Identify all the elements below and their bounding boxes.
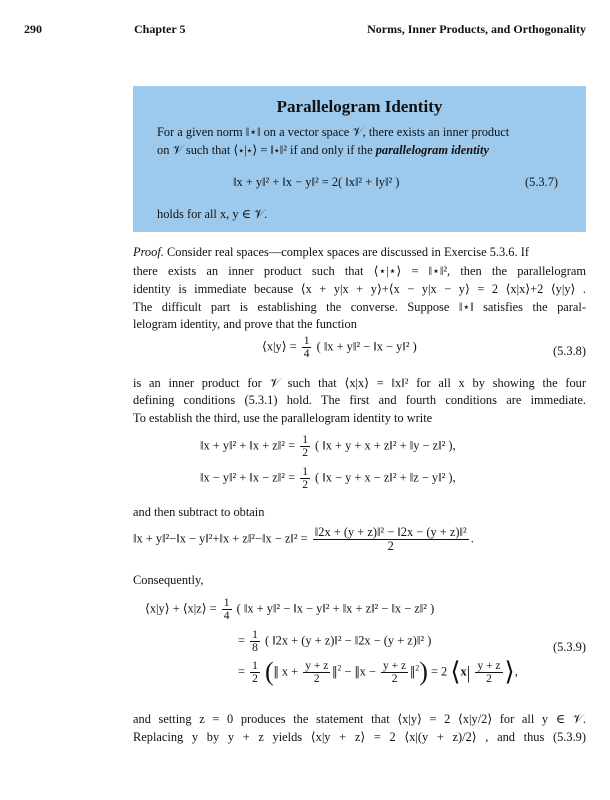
- eqc-lhs: ‖x + y‖²−‖x − y‖²+‖x + z‖²−‖x − z‖² =: [133, 531, 308, 546]
- eqf-fraction-half: [250, 660, 260, 685]
- proof-line-8: To establish the third, use the parallelogram identity to write: [133, 411, 433, 425]
- big-paren-open: (: [264, 657, 274, 687]
- norm-open-2: ‖: [354, 662, 360, 683]
- equation-f: = $\frac{1}{2}$ (‖ x + $\frac{y + z}{2}$ ‖$^2$ − ‖x − $\frac{y + z}{2}$ ‖$^2$) = 2 ⟨x| $\frac{y + z}{2}$ ⟩,: [238, 657, 518, 687]
- eq538-fraction: [302, 335, 312, 360]
- angle-open: ⟨: [450, 657, 461, 687]
- eqa-rhs: ( ‖x + y + x + z‖² + ‖y − z‖² ),: [315, 438, 456, 453]
- theorem-line-1: For a given norm ‖⋆‖ on a vector space 𝒱, there exists an inner product: [157, 125, 510, 139]
- eqf-fraction-yz-2: [381, 660, 408, 685]
- frac-num: y + z: [477, 660, 501, 672]
- eqb-fraction: [300, 466, 310, 491]
- equation-a: [200, 434, 456, 459]
- frac-num: 1: [303, 335, 310, 347]
- proof-label: Proof.: [133, 245, 164, 259]
- big-paren-close: ): [419, 657, 428, 687]
- norm-close-2: ‖: [410, 662, 416, 683]
- theorem-line-2-text: on 𝒱 such that ⟨⋆|⋆⟩ = ‖⋆‖² if and only if the: [157, 143, 373, 157]
- frac-num: 1: [223, 597, 230, 609]
- norm-close-1: ‖: [332, 662, 338, 683]
- norm-open-1: ‖: [273, 662, 279, 683]
- frac-den: 4: [303, 348, 310, 361]
- eqf-tail: = 2: [430, 664, 448, 679]
- eqd-rhs: ( ‖x + y‖² − ‖x − y‖² + ‖x + z‖² − ‖x − z‖² ): [236, 601, 435, 616]
- eqf-plus: x +: [281, 664, 299, 679]
- frac-num: 1: [252, 629, 258, 641]
- frac-den: 2: [302, 479, 308, 492]
- proof-line-11: and setting z = 0 produces the statement that ⟨x|y⟩ = 2 ⟨x|y/2⟩ for all y ∈ 𝒱.: [133, 712, 586, 726]
- theorem-term: parallelogram identity: [375, 143, 489, 157]
- bar: |: [466, 662, 471, 683]
- proof-line-4: The difficult part is establishing the converse. Suppose ‖⋆‖ satisfies the paral-: [133, 300, 586, 314]
- equation-538: [262, 335, 417, 360]
- frac-den: 2: [391, 673, 398, 686]
- frac-den: 2: [313, 673, 320, 686]
- theorem-line-3: holds for all x, y ∈ 𝒱.: [157, 207, 268, 221]
- theorem-box: [133, 86, 586, 232]
- proof-line-9: and then subtract to obtain: [133, 505, 265, 519]
- chapter-label: Chapter 5: [134, 22, 186, 36]
- proof-line-3: identity is immediate because ⟨x + y|x + y⟩+⟨x − y|x − y⟩ = 2 ⟨x|x⟩+2 ⟨y|y⟩ .: [133, 282, 586, 296]
- equation-number-538: (5.3.8): [552, 344, 586, 358]
- frac-num: y + z: [383, 660, 407, 672]
- eqd-fraction: [222, 597, 232, 622]
- theorem-equation: ‖x + y‖² + ‖x − y‖² = 2( ‖x‖² + ‖y‖² ): [233, 175, 400, 189]
- equation-c: [133, 526, 474, 553]
- proof-line-6: is an inner product for 𝒱 such that ⟨x|x⟩ = ‖x‖² for all x by showing the four: [133, 376, 586, 390]
- equation-b: [200, 466, 456, 491]
- eqb-rhs: ( ‖x − y + x − z‖² + ‖z − y‖² ),: [315, 470, 456, 485]
- frac-num: ‖2x + (y + z)‖² − ‖2x − (y + z)‖²: [314, 525, 467, 539]
- page-number: 290: [24, 22, 42, 36]
- frac-den: 2: [302, 447, 308, 460]
- eqc-fraction: [313, 526, 469, 553]
- eqf-eq: =: [238, 664, 245, 679]
- eqe-eq: =: [238, 633, 245, 648]
- eqe-fraction: [250, 629, 260, 654]
- eqf-x: x: [460, 664, 467, 679]
- eqa-lhs: ‖x + y‖² + ‖x + z‖² =: [200, 438, 296, 453]
- equation-d: [145, 597, 434, 622]
- eqf-x-minus: x −: [359, 664, 376, 679]
- frac-den: 2: [486, 673, 492, 686]
- eqc-period: .: [470, 531, 474, 546]
- frac-num: 1: [252, 660, 258, 672]
- eq538-lhs: ⟨x|y⟩ =: [262, 339, 297, 354]
- eqb-lhs: ‖x − y‖² + ‖x − z‖² =: [200, 470, 296, 485]
- page-header: [24, 22, 586, 38]
- equation-number-539: (5.3.9): [552, 640, 586, 654]
- eqf-fraction-yz-1: [303, 660, 330, 685]
- eqf-fraction-yz-3: [475, 660, 502, 685]
- frac-den: 8: [252, 642, 258, 655]
- eqf-comma: ,: [514, 664, 518, 679]
- proof-line-7: defining conditions (5.3.1) hold. The first and fourth conditions are immediate.: [133, 393, 586, 407]
- proof-line-1-text: Consider real spaces—complex spaces are discussed in Exercise 5.3.6. If: [166, 245, 529, 259]
- frac-den: 2: [387, 539, 394, 554]
- eqa-fraction: [300, 434, 310, 459]
- frac-den: 4: [223, 610, 230, 623]
- frac-num: 1: [302, 434, 308, 446]
- proof-line-12: Replacing y by y + z yields ⟨x|y + z⟩ = 2 ⟨x|(y + z)/2⟩ , and thus (5.3.9): [133, 730, 586, 744]
- theorem-title: Parallelogram Identity: [276, 97, 443, 116]
- proof-line-5: lelogram identity, and prove that the function: [133, 317, 357, 331]
- frac-den: 2: [252, 673, 258, 686]
- eqd-lhs: ⟨x|y⟩ + ⟨x|z⟩ =: [145, 601, 217, 616]
- theorem-line-2: [157, 142, 489, 158]
- angle-close: ⟩: [504, 657, 515, 687]
- eqe-rhs: ( ‖2x + (y + z)‖² − ‖2x − (y + z)‖² ): [264, 633, 432, 648]
- frac-num: 1: [302, 466, 308, 478]
- eqf-minus: −: [344, 664, 352, 679]
- running-title: Norms, Inner Products, and Orthogonality: [367, 22, 586, 36]
- proof-line-2: there exists an inner product such that ⟨⋆|⋆⟩ = ‖⋆‖², then the parallelogram: [133, 264, 586, 278]
- eq538-rhs: ( ‖x + y‖² − ‖x − y‖² ): [316, 339, 417, 354]
- proof-line-10: Consequently,: [133, 573, 204, 587]
- frac-num: y + z: [305, 660, 329, 672]
- equation-number-537: (5.3.7): [525, 175, 559, 189]
- proof-line-1: [133, 245, 586, 260]
- equation-e: [238, 629, 431, 654]
